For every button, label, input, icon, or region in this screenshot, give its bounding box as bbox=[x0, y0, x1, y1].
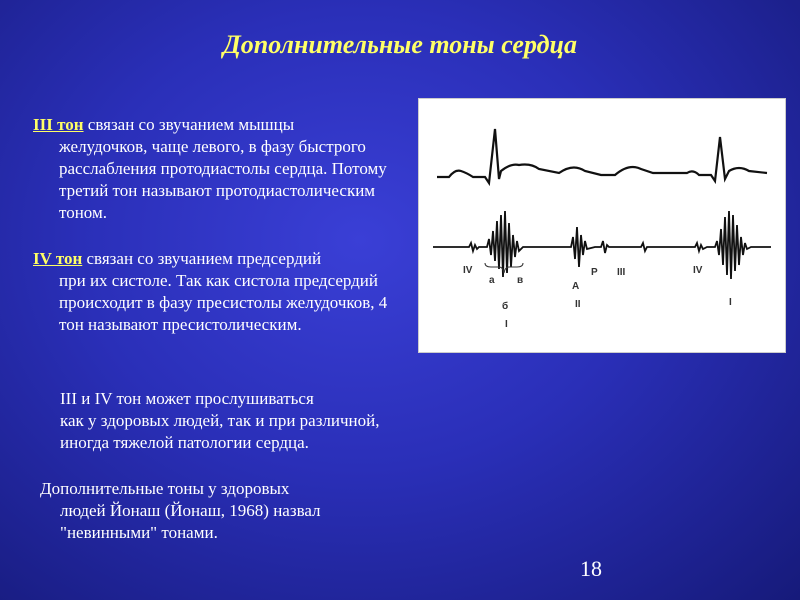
fourth-tone-first-line: связан со звучанием предсердий bbox=[82, 249, 322, 268]
third-tone-first-line: связан со звучанием мышцы bbox=[83, 115, 295, 134]
phonocardiogram-svg bbox=[419, 99, 785, 352]
fourth-tone-text: при их систоле. Так как систола предсердий происходит в фазу пресистолы желудочков, 4 тон называют пресистолическим. bbox=[59, 271, 388, 334]
phonocardiogram-figure bbox=[418, 98, 786, 353]
ecg-trace bbox=[437, 129, 767, 183]
label-iii: III bbox=[617, 267, 626, 278]
label-i-right: I bbox=[729, 297, 732, 308]
innocent-tones-first-line: Дополнительные тоны у здоровых bbox=[40, 479, 290, 498]
page-number: 18 bbox=[580, 556, 602, 581]
label-v-small: в bbox=[517, 275, 524, 286]
innocent-tones-text: людей Йонаш (Йонаш, 1968) назвал "невинными" тонами. bbox=[60, 501, 321, 542]
label-ii: II bbox=[575, 299, 581, 310]
label-a-small: а bbox=[489, 275, 495, 286]
paragraph-fourth-tone bbox=[33, 248, 408, 336]
auscultation-first-line: III и IV тон может прослушиваться bbox=[60, 389, 314, 408]
label-iv-right: IV bbox=[693, 265, 703, 276]
fourth-tone-term: IV тон bbox=[33, 249, 83, 268]
phonocardiogram-trace bbox=[433, 211, 771, 279]
label-i-left: I bbox=[505, 319, 508, 330]
paragraph-auscultation bbox=[60, 388, 420, 454]
label-A-cap: A bbox=[572, 281, 580, 292]
label-b-small: б bbox=[502, 301, 509, 312]
paragraph-third-tone bbox=[33, 114, 408, 224]
third-tone-term: III тон bbox=[33, 115, 84, 134]
third-tone-text: желудочков, чаще левого, в фазу быстрого расслабления протодиастолы сердца. Потому третий тон называют протодиастолическим тоном. bbox=[59, 137, 387, 222]
label-P-cap: P bbox=[591, 267, 598, 278]
slide-title: Дополнительные тоны сердца bbox=[223, 30, 577, 59]
label-iv-left: IV bbox=[463, 265, 473, 276]
auscultation-text: как у здоровых людей, так и при различной, иногда тяжелой патологии сердца. bbox=[60, 411, 380, 452]
paragraph-innocent-tones bbox=[40, 478, 410, 544]
